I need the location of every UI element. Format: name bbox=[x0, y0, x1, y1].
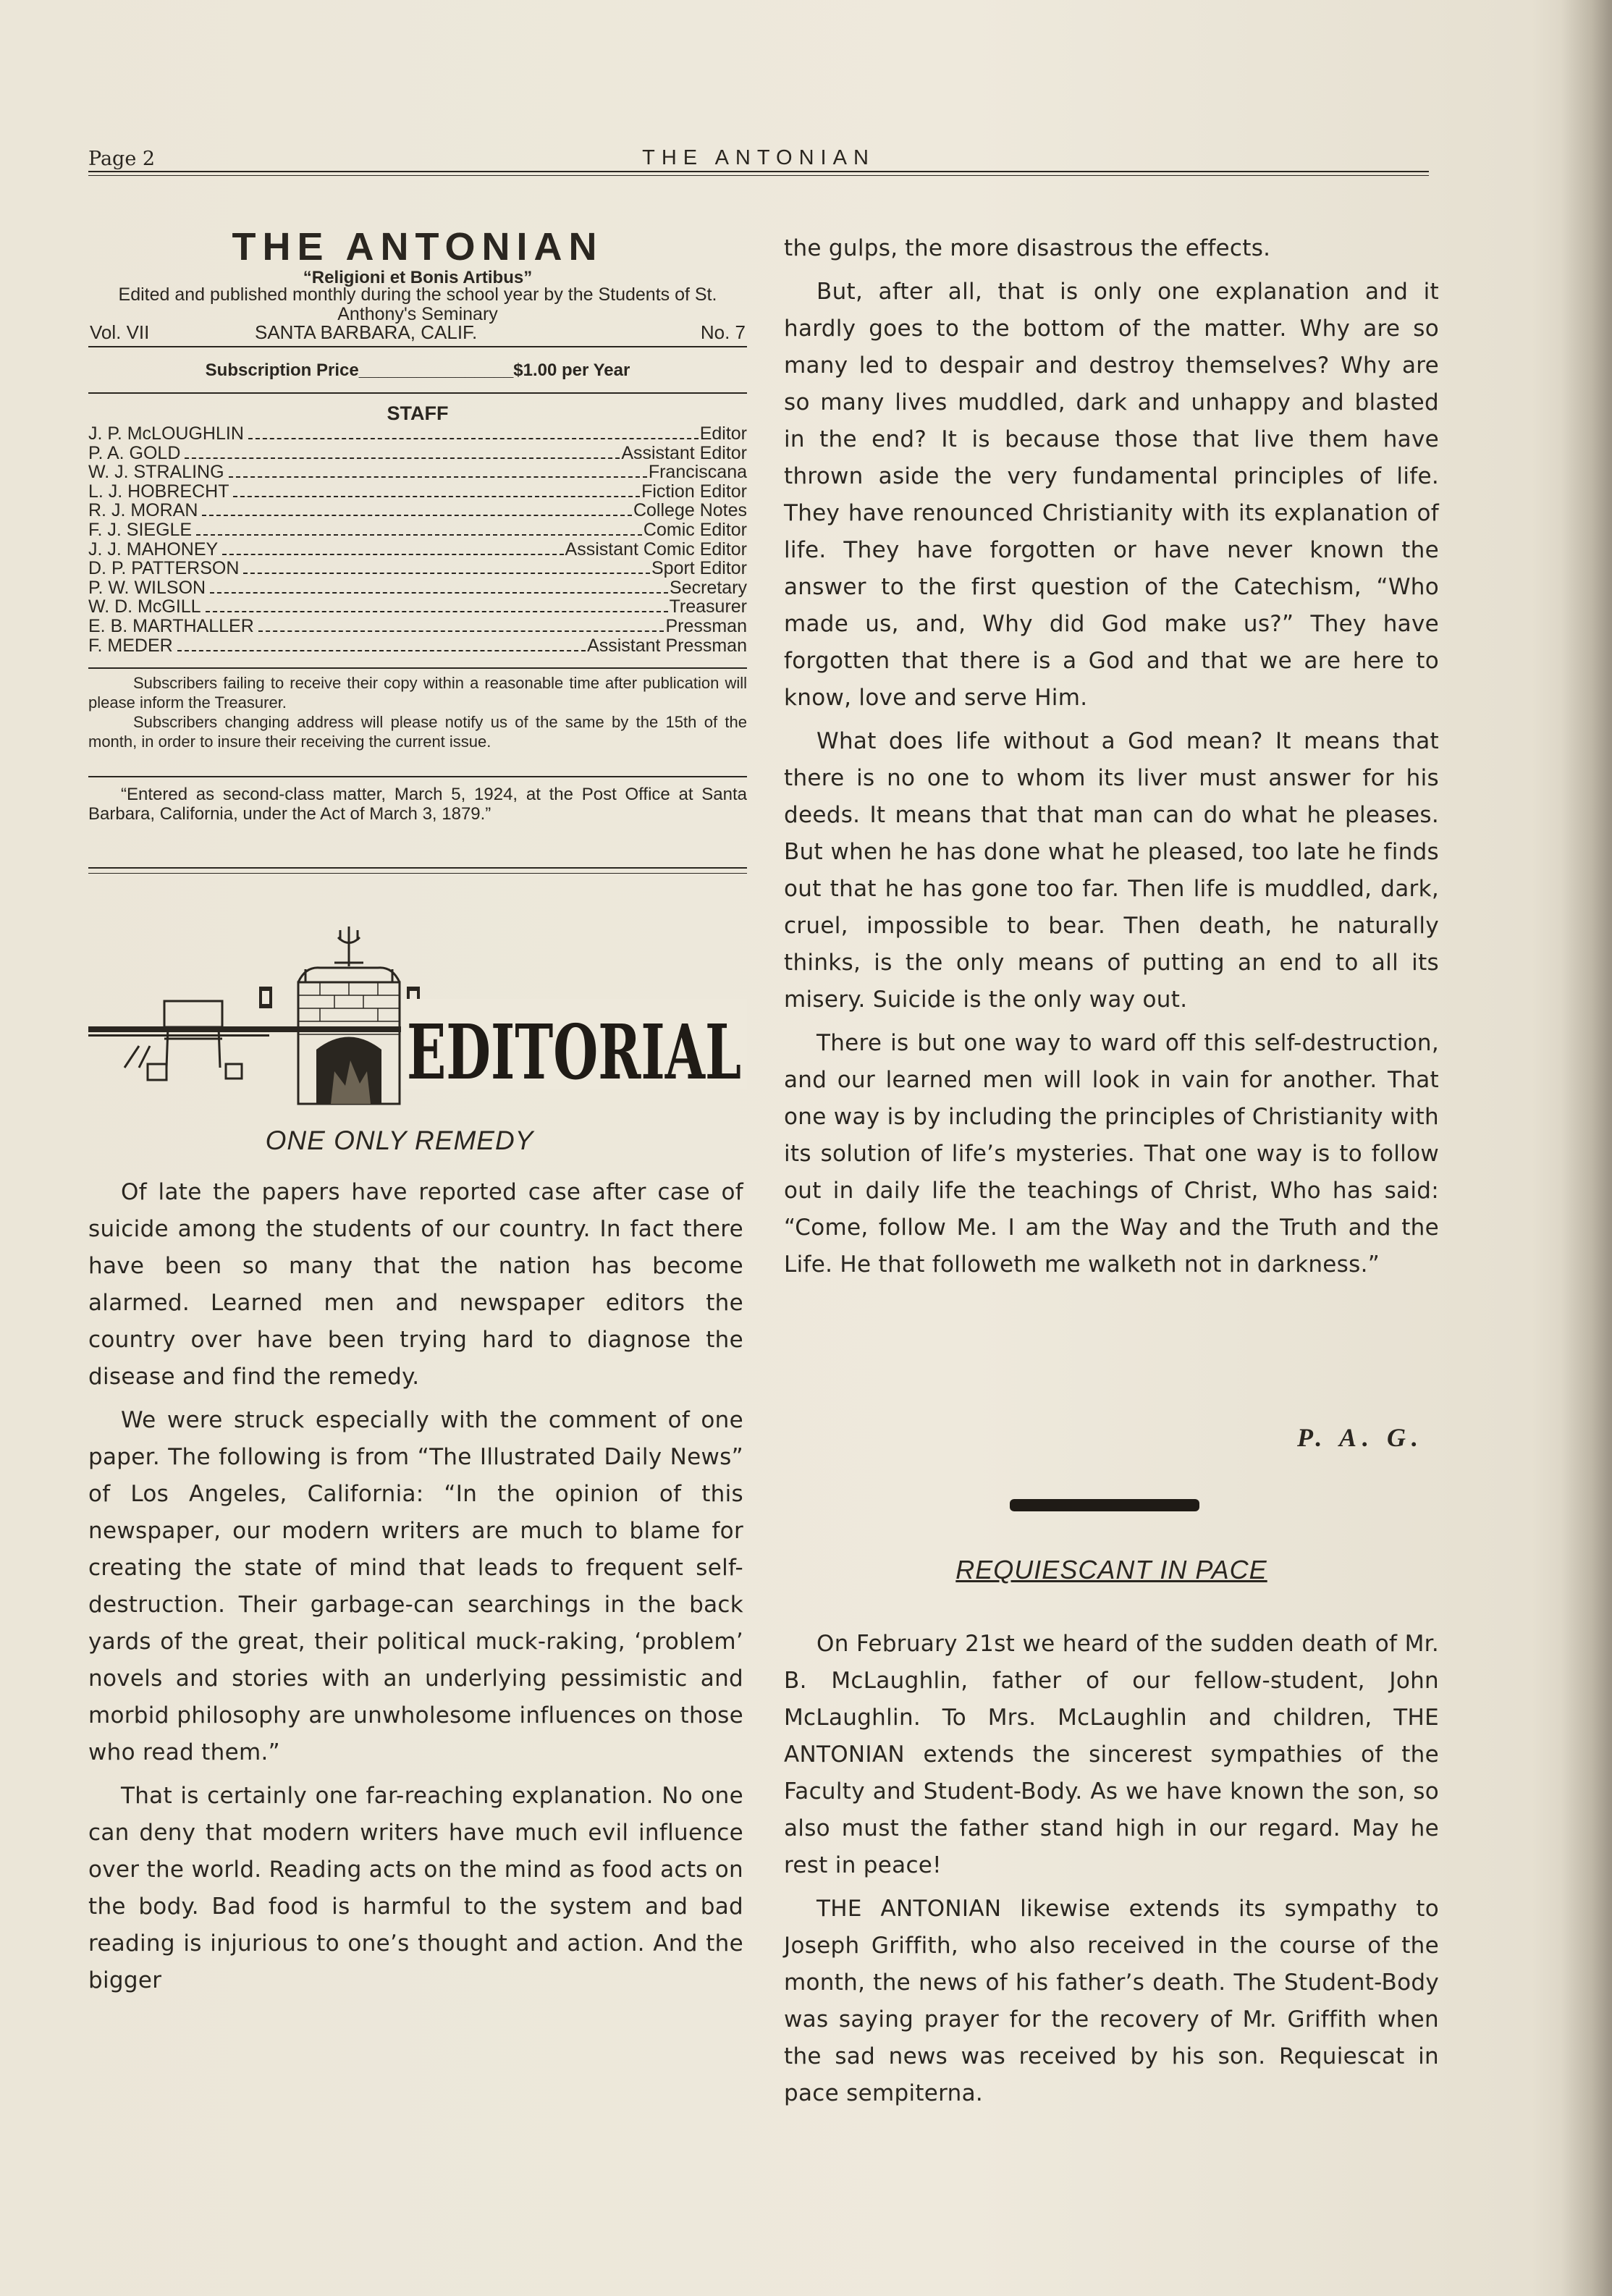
staff-name: R. J. MORAN bbox=[88, 500, 198, 521]
staff-row bbox=[88, 424, 747, 444]
obituary-heading: REQUIESCANT IN PACE bbox=[955, 1555, 1267, 1584]
leader-dashes bbox=[185, 457, 620, 459]
staff-row bbox=[88, 559, 747, 578]
staff-role: Comic Editor bbox=[643, 519, 747, 540]
obituary-body bbox=[784, 1626, 1439, 2119]
staff-role: Editor bbox=[699, 423, 747, 444]
editorial-left-body bbox=[88, 1174, 743, 2006]
editorial-banner bbox=[88, 923, 747, 1104]
staff-role: Sport Editor bbox=[651, 558, 747, 579]
entered-text: “Entered as second-class matter, March 5, 1924, at the Post Office at Santa Barbara, California, under the Act of March 3, 1879.” bbox=[88, 785, 747, 824]
notice-failing: Subscribers failing to receive their copy within a reasonable time after publication will please inform the Treasurer. bbox=[88, 674, 747, 712]
staff-name: J. P. McLOUGHLIN bbox=[88, 423, 244, 444]
staff-name: W. J. STRALING bbox=[88, 462, 224, 483]
staff-role: Assistant Editor bbox=[621, 442, 747, 463]
editorial-paragraph: That is certainly one far-reaching explanation. No one can deny that modern writers have much evil influence over the world. Reading acts on the mind as food acts on the body. Bad food is harmful to the system and bad reading is injurious to one’s thought and action. And the bigger bbox=[88, 1783, 743, 1993]
page-spine-shadow bbox=[1561, 0, 1612, 2296]
staff-name: P. W. WILSON bbox=[88, 577, 206, 598]
editorial-signature: P. A. G. bbox=[1297, 1423, 1425, 1452]
staff-role: Franciscana bbox=[648, 462, 747, 483]
staff-name: D. P. PATTERSON bbox=[88, 558, 240, 579]
leader-dashes bbox=[243, 573, 650, 574]
obituary-paragraph: On February 21st we heard of the sudden death of Mr. B. McLaughlin, father of our fellow-student, John McLaughlin. To Mrs. McLaughlin and children, THE ANTONIAN extends the sincerest sympathies of the Faculty and Student-Body. As we have known the son, so also must the father stand high in our regard. May he rest in peace! bbox=[784, 1631, 1439, 1878]
masthead-edited-line: Edited and published monthly during the school year by the Students of St. Anthony's Seminary bbox=[118, 284, 717, 324]
staff-role: Assistant Pressman bbox=[587, 635, 747, 656]
staff-role: College Notes bbox=[633, 500, 747, 521]
staff-role: Assistant Comic Editor bbox=[565, 539, 747, 560]
staff-row bbox=[88, 520, 747, 540]
divider bbox=[88, 392, 747, 394]
issue-number: No. 7 bbox=[700, 321, 746, 343]
leader-dashes bbox=[177, 650, 586, 651]
editorial-paragraph: What does life without a God mean? It means that there is no one to whom its liver must answer for his deeds. It means that that man can do what he pleases. But when he has done what he pleased, too late he finds out that he has gone too far. Then life is muddled, dark, cruel, impossible to bear. Then death, he naturally thinks, is the only means of putting an end to all its misery. Suicide is the only way out. bbox=[784, 728, 1439, 1013]
postal-notice bbox=[88, 785, 747, 824]
divider bbox=[88, 867, 747, 869]
editorial-lettering bbox=[401, 999, 747, 1097]
staff-name: F. MEDER bbox=[88, 635, 173, 656]
staff-row bbox=[88, 597, 747, 617]
subscription-price: Subscription Price________________$1.00 per Year bbox=[205, 360, 630, 380]
editorial-paragraph: But, after all, that is only one explanation and it hardly goes to the bottom of the matter. Why are so many led to despair and destroy themselves? Why are so many lives muddled, dark and unhappy and blasted in the end? It is because those that live them have thrown aside the very fundamental principles of life. They have renounced Christianity with its explanation of life. They have forgotten or have never known the answer to the first question of the Catechism, “Who made us, and, Why did God make us?” They have forgotten that there is a God and that we are here to know, love and serve Him. bbox=[784, 279, 1439, 711]
running-title: THE ANTONIAN bbox=[642, 146, 875, 169]
staff-name: W. D. McGILL bbox=[88, 596, 201, 617]
running-head bbox=[88, 143, 1429, 172]
staff-role: Treasurer bbox=[669, 596, 747, 617]
staff-row bbox=[88, 444, 747, 463]
obituary-paragraph: THE ANTONIAN likewise extends its sympathy to Joseph Griffith, who also received in the course of the month, the news of his father’s death. The Student-Body was saying prayer for the recovery of Mr. Griffith when the sad news was received by his son. Requiescat in pace sempiterna. bbox=[784, 1896, 1439, 2106]
staff-row bbox=[88, 540, 747, 560]
leader-dashes bbox=[233, 496, 640, 497]
leader-dashes bbox=[248, 438, 699, 439]
staff-row bbox=[88, 463, 747, 482]
header-rule bbox=[88, 171, 1429, 172]
header-rule-thin bbox=[88, 175, 1429, 176]
staff-name: E. B. MARTHALLER bbox=[88, 615, 254, 636]
staff-row bbox=[88, 482, 747, 502]
leader-dashes bbox=[196, 534, 642, 536]
place: SANTA BARBARA, CALIF. bbox=[255, 321, 478, 343]
editorial-paragraph: We were struck especially with the comment of one paper. The following is from “The Illustrated Daily News” of Los Angeles, California: “In the opinion of this newspaper, our modern writers are much to blame for creating the state of mind that leads to frequent self-destruction. Their garbage-can searchings in the back yards of the great, their political muck-raking, ‘problem’ novels and stories with an underlying pessimistic and morbid philosophy are unwholesome influences on those who read them.” bbox=[88, 1407, 743, 1765]
divider-thin bbox=[88, 873, 747, 874]
staff-heading: STAFF bbox=[387, 402, 449, 424]
leader-dashes bbox=[210, 592, 668, 594]
editorial-continuation: the gulps, the more disastrous the effects. bbox=[784, 235, 1271, 261]
staff-name: F. J. SIEGLE bbox=[88, 519, 193, 540]
staff-name: J. J. MAHONEY bbox=[88, 539, 219, 560]
leader-dashes bbox=[229, 476, 647, 478]
leader-dashes bbox=[258, 630, 664, 632]
masthead-motto: “Religioni et Bonis Artibus” bbox=[303, 268, 533, 287]
section-ornament bbox=[1010, 1499, 1199, 1511]
staff-row bbox=[88, 501, 747, 520]
staff-name: P. A. GOLD bbox=[88, 442, 181, 463]
editorial-heading: ONE ONLY REMEDY bbox=[265, 1126, 534, 1155]
page-number: Page 2 bbox=[88, 148, 156, 170]
staff-row bbox=[88, 617, 747, 636]
editorial-right-body bbox=[784, 230, 1439, 1290]
masthead-title: THE ANTONIAN bbox=[232, 225, 604, 269]
notice-address: Subscribers changing address will please notify us of the same by the 15th of the month, in order to insure their receiving the current issue. bbox=[88, 713, 747, 751]
leader-dashes bbox=[222, 554, 563, 555]
divider bbox=[88, 667, 747, 669]
staff-row bbox=[88, 578, 747, 598]
staff-role: Secretary bbox=[670, 577, 747, 598]
staff-name: L. J. HOBRECHT bbox=[88, 481, 229, 502]
leader-dashes bbox=[202, 515, 632, 516]
divider bbox=[88, 346, 747, 347]
leader-dashes bbox=[206, 611, 668, 612]
divider bbox=[88, 776, 747, 777]
editorial-paragraph: Of late the papers have reported case after case of suicide among the students of our country. In fact there have been so many that the nation has become alarmed. Learned men and newspaper editors the country over have been trying hard to diagnose the disease and find the remedy. bbox=[88, 1179, 743, 1390]
volume: Vol. VII bbox=[90, 321, 150, 343]
staff-list bbox=[88, 424, 747, 655]
staff-row bbox=[88, 636, 747, 656]
editorial-paragraph: There is but one way to ward off this self-destruction, and our learned men will look in vain for another. That one way is by including the principles of Christianity with its solution of life’s mysteries. That one way is to follow out in daily life the teachings of Christ, Who has said: “Come, follow Me. I am the Way and the Truth and the Life. He that followeth me walketh not in darkness.” bbox=[784, 1030, 1439, 1278]
staff-role: Pressman bbox=[665, 615, 747, 636]
banner-label: EDITORIAL bbox=[407, 1008, 741, 1097]
subscriber-notice bbox=[88, 673, 747, 751]
staff-role: Fiction Editor bbox=[641, 481, 747, 502]
